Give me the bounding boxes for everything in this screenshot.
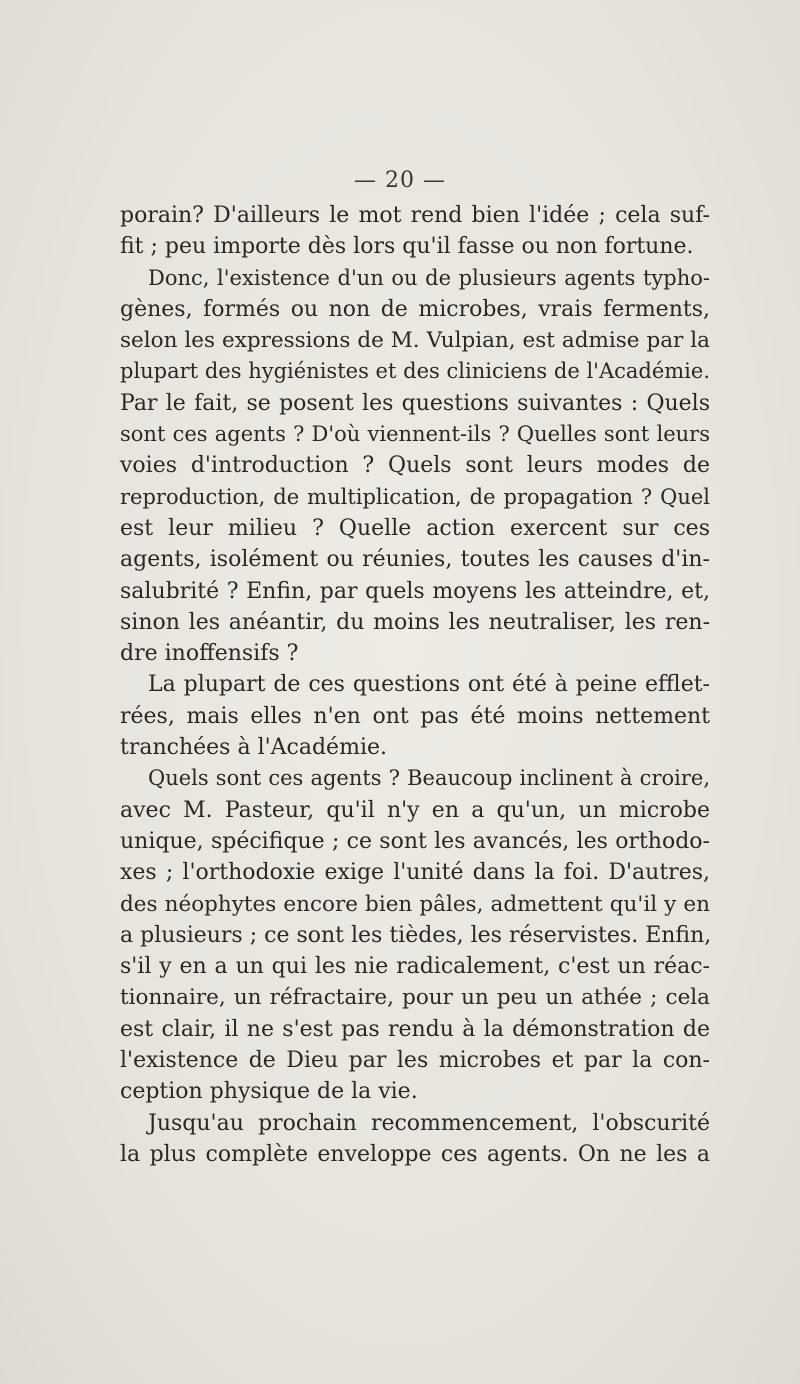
text-line: tranchées à l'Académie.: [120, 735, 387, 761]
text-line: xes ; l'orthodoxie exige l'unité dans la foi. D'autres,: [120, 860, 710, 886]
text-line: la plus complète enveloppe ces agents. On ne les a: [120, 1141, 710, 1167]
text-line: tionnaire, un réfractaire, pour un peu un athée ; cela: [120, 985, 710, 1011]
text-line: plupart des hygiénistes et des cliniciens de l'Académie.: [120, 359, 710, 384]
text-line: l'existence de Dieu par les microbes et par la con-: [120, 1048, 710, 1074]
page-number: — 20 —: [354, 168, 446, 193]
text-line: Jusqu'au prochain recommencement, l'obscurité: [148, 1110, 710, 1136]
text-line: ception physique de la vie.: [120, 1079, 418, 1105]
text-line: Quels sont ces agents ? Beaucoup inclinent à croire,: [148, 766, 710, 791]
text-line: Par le fait, se posent les questions suivantes : Quels: [120, 390, 710, 416]
text-line: avec M. Pasteur, qu'il n'y en a qu'un, un microbe: [120, 797, 710, 823]
text-line: fit ; peu importe dès lors qu'il fasse ou non fortune.: [120, 234, 694, 260]
body-text: [120, 200, 710, 1170]
text-line: s'il y en a un qui les nie radicalement, c'est un réac-: [120, 954, 710, 980]
text-line: unique, spécifique ; ce sont les avancés, les orthodo-: [120, 828, 710, 854]
text-line: porain? D'ailleurs le mot rend bien l'idée ; cela suf-: [120, 203, 710, 228]
text-line: sont ces agents ? D'où viennent-ils ? Quelles sont leurs: [120, 422, 710, 447]
text-line: est leur milieu ? Quelle action exercent sur ces: [120, 515, 710, 541]
text-line: des néophytes encore bien pâles, admettent qu'il y en: [120, 891, 710, 917]
text-line: selon les expressions de M. Vulpian, est admise par la: [120, 328, 710, 354]
text-line: salubrité ? Enfin, par quels moyens les atteindre, et,: [120, 578, 710, 604]
text-line: gènes, formés ou non de microbes, vrais ferments,: [120, 296, 710, 322]
text-line: rées, mais elles n'en ont pas été moins nettement: [120, 703, 710, 729]
text-line: reproduction, de multiplication, de propagation ? Quel: [120, 484, 710, 509]
text-line: a plusieurs ; ce sont les tièdes, les réservistes. Enfin,: [120, 922, 712, 948]
text-line: La plupart de ces questions ont été à peine efflet-: [148, 672, 710, 698]
text-line: dre inoffensifs ?: [120, 641, 299, 667]
text-line: voies d'introduction ? Quels sont leurs modes de: [120, 453, 710, 479]
text-line: est clair, il ne s'est pas rendu à la démonstration de: [120, 1016, 710, 1042]
text-line: agents, isolément ou réunies, toutes les causes d'in-: [120, 547, 710, 573]
text-line: Donc, l'existence d'un ou de plusieurs agents typho-: [148, 265, 710, 290]
text-line: sinon les anéantir, du moins les neutraliser, les ren-: [120, 609, 710, 635]
